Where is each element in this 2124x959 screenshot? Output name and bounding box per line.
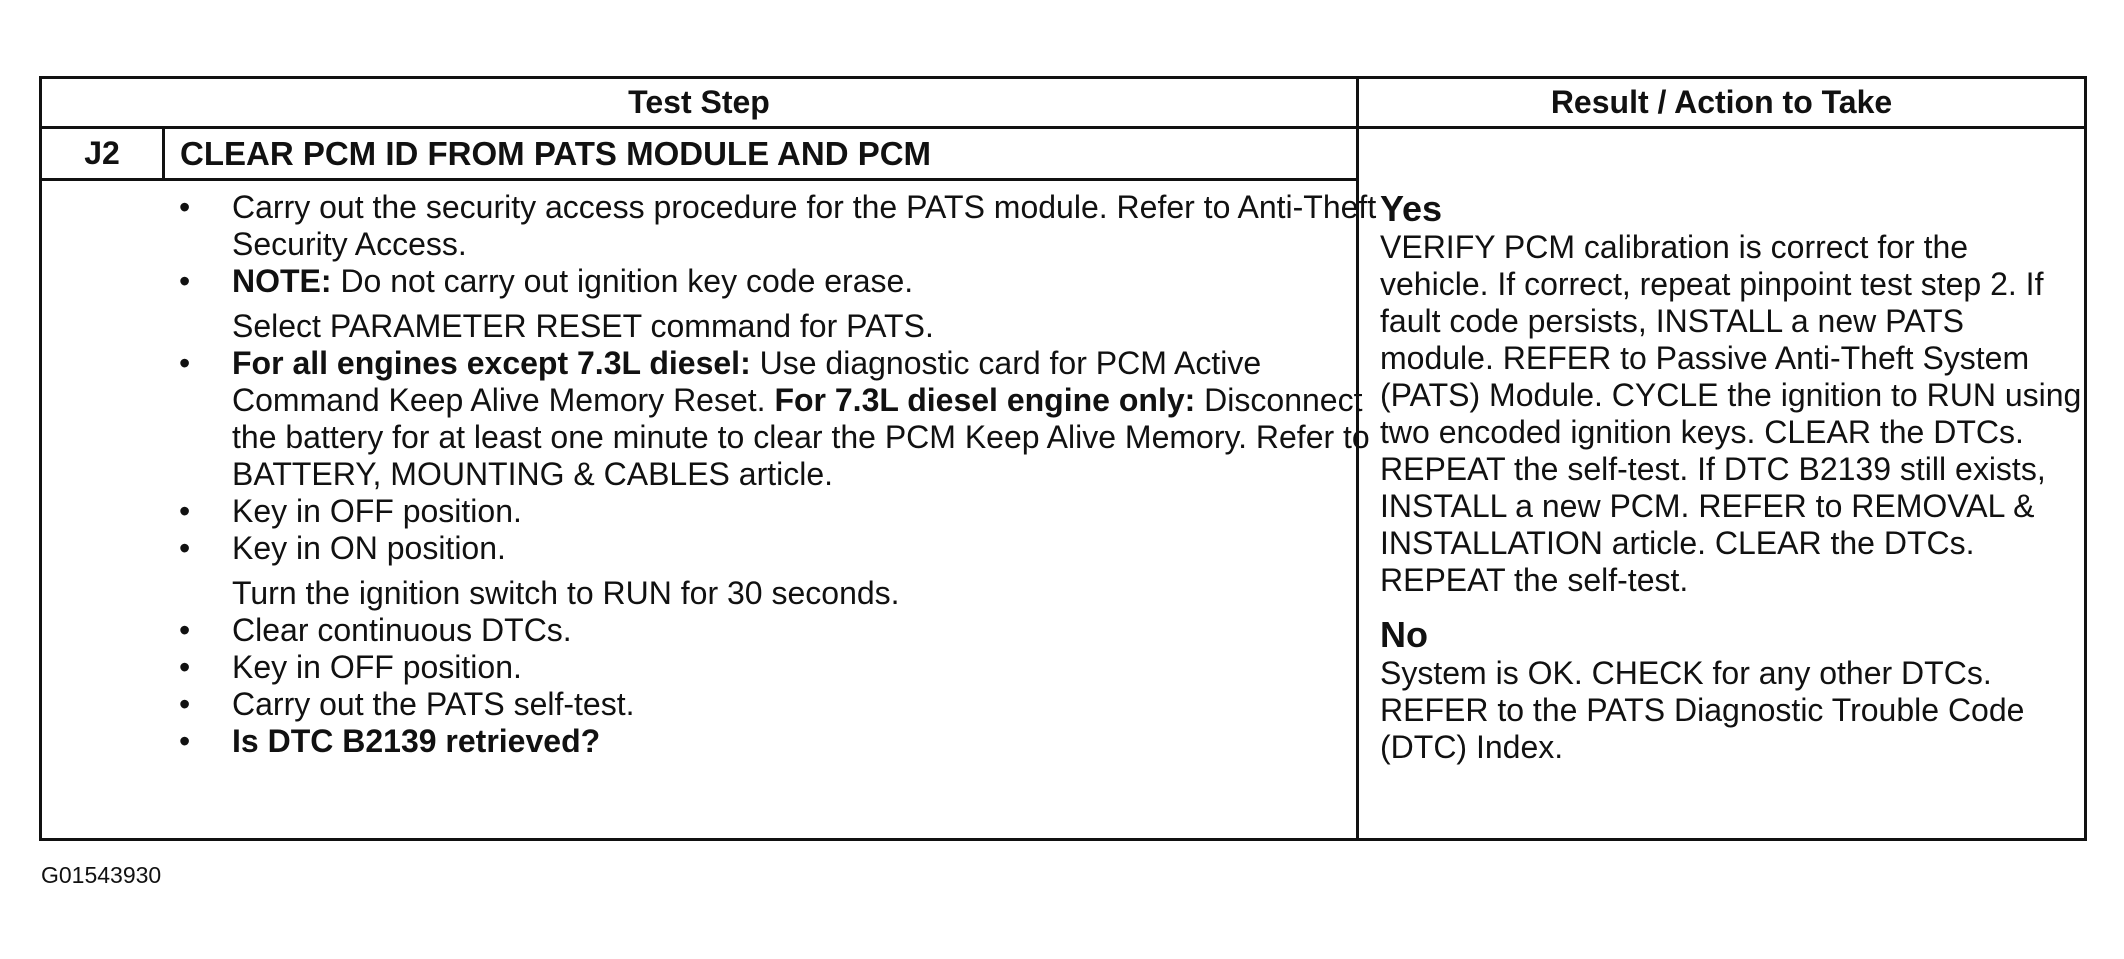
no-action-text: System is OK. CHECK for any other DTCs. REFER to the PATS Diagnostic Trouble Code (DTC) Index. xyxy=(1380,655,2025,765)
no-label: No xyxy=(1380,614,1428,655)
step-instructions xyxy=(42,189,1392,760)
test-step-table xyxy=(39,76,2087,841)
step-id: J2 xyxy=(84,135,120,171)
bullet: • xyxy=(179,612,191,648)
step-title: CLEAR PCM ID FROM PATS MODULE AND PCM xyxy=(180,135,932,172)
step-text: Use diagnostic card for PCM Active Command Keep Alive Memory Reset. xyxy=(232,345,1262,418)
list-item xyxy=(42,308,1392,345)
list-item xyxy=(42,686,1392,723)
step-text: Key in ON position. xyxy=(232,530,506,566)
list-item xyxy=(42,723,1392,760)
step-text: Disconnect the battery for at least one minute to clear the PCM Keep Alive Memory. Refer to BATTERY, MOUNTING & CABLES article. xyxy=(232,382,1370,492)
list-item xyxy=(42,575,1392,612)
bold-text: For 7.3L diesel engine only: xyxy=(774,382,1196,418)
list-item xyxy=(42,263,1392,300)
list-item xyxy=(42,612,1392,649)
header-result-action: Result / Action to Take xyxy=(1550,84,1893,120)
step-text: Clear continuous DTCs. xyxy=(232,612,572,648)
step-text: Select PARAMETER RESET command for PATS. xyxy=(232,308,934,344)
figure-id: G01543930 xyxy=(41,862,162,888)
step-text: Carry out the security access procedure for the PATS module. Refer to Anti-Theft Security Access. xyxy=(232,189,1377,262)
bullet: • xyxy=(179,493,191,529)
step-text: Key in OFF position. xyxy=(232,649,522,685)
results-column xyxy=(1380,189,2085,766)
result-no xyxy=(1380,615,2085,766)
step-text: Key in OFF position. xyxy=(232,493,522,529)
header-test-step: Test Step xyxy=(628,84,770,120)
bullet: • xyxy=(179,263,191,299)
bold-text: Is DTC B2139 retrieved? xyxy=(232,723,601,759)
result-yes xyxy=(1380,189,2085,599)
bullet: • xyxy=(179,649,191,685)
list-item xyxy=(42,530,1392,567)
step-id-divider xyxy=(162,126,165,179)
bullet: • xyxy=(179,189,191,225)
step-title-divider xyxy=(42,178,1356,181)
step-text: Do not carry out ignition key code erase. xyxy=(331,263,914,299)
list-item xyxy=(42,189,1392,263)
list-item xyxy=(42,345,1392,493)
yes-action-text: VERIFY PCM calibration is correct for the vehicle. If correct, repeat pinpoint test step 2. If fault code persists, INSTALL a new PATS module. REFER to Passive Anti-Theft System (PATS) Module. CYCLE the ignition to RUN using two encoded ignition keys. CLEAR the DTCs. REPEAT the self-test. If DTC B2139 still exists, INSTALL a new PCM. REFER to REMOVAL & INSTALLATION article. CLEAR the DTCs. REPEAT the self-test. xyxy=(1380,229,2082,598)
step-text: Carry out the PATS self-test. xyxy=(232,686,635,722)
bullet: • xyxy=(179,723,191,759)
list-item xyxy=(42,649,1392,686)
bold-text: For all engines except 7.3L diesel: xyxy=(232,345,751,381)
bullet: • xyxy=(179,686,191,722)
bullet: • xyxy=(179,345,191,381)
list-item xyxy=(42,493,1392,530)
bullet: • xyxy=(179,530,191,566)
yes-label: Yes xyxy=(1380,188,1443,229)
step-text: Turn the ignition switch to RUN for 30 seconds. xyxy=(232,575,900,611)
bold-text: NOTE: xyxy=(232,263,332,299)
